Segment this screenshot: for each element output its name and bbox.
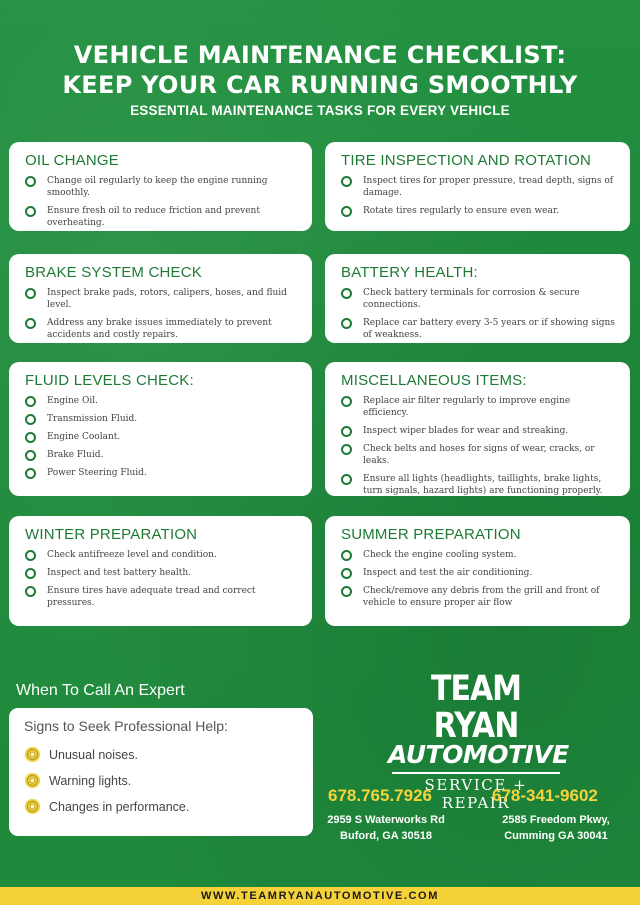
list-item: Replace air filter regularly to improve engine efficiency. <box>341 395 616 419</box>
list-item: Unusual noises. <box>24 746 313 763</box>
brake-system-card <box>9 254 312 343</box>
checkbox-circle-icon <box>341 550 352 561</box>
list-item: Rotate tires regularly to ensure even wear. <box>341 205 616 217</box>
checkbox-circle-icon <box>25 568 36 579</box>
checkbox-circle-icon <box>25 176 36 187</box>
list-item: Check belts and hoses for signs of wear, cracks, or leaks. <box>341 443 616 467</box>
card-title: TIRE INSPECTION AND ROTATION <box>341 152 592 169</box>
miscellaneous-card <box>325 362 630 496</box>
tire-inspection-card <box>325 142 630 231</box>
checkbox-circle-icon <box>341 206 352 217</box>
checkbox-circle-icon <box>341 474 352 485</box>
page-title <box>0 40 640 100</box>
oil-change-card <box>9 142 312 231</box>
logo-line-3: SERVICE + REPAIR <box>424 776 528 812</box>
address-cumming <box>488 812 624 844</box>
summer-preparation-card <box>325 516 630 626</box>
list-item: Inspect and test the air conditioning. <box>341 567 616 579</box>
list-item: Engine Coolant. <box>25 431 298 443</box>
card-title: FLUID LEVELS CHECK: <box>25 372 194 389</box>
checkbox-circle-icon <box>341 288 352 299</box>
card-title: SUMMER PREPARATION <box>341 526 521 543</box>
list-item: Ensure tires have adequate tread and correct pressures. <box>25 585 298 609</box>
checkbox-circle-icon <box>341 176 352 187</box>
checkbox-circle-icon <box>25 432 36 443</box>
logo-divider <box>392 772 560 774</box>
address-street: 2959 S Waterworks Rd <box>327 814 445 826</box>
checkbox-circle-icon <box>25 206 36 217</box>
checkbox-circle-icon <box>25 414 36 425</box>
address-city: Buford, GA 30518 <box>340 830 432 842</box>
checkbox-circle-icon <box>341 568 352 579</box>
list-item: Replace car battery every 3-5 years or if showing signs of weakness. <box>341 317 616 341</box>
checkbox-circle-icon <box>25 586 36 597</box>
logo-line-1: TEAM RYAN <box>430 668 522 746</box>
list-item: Inspect tires for proper pressure, tread depth, signs of damage. <box>341 175 616 199</box>
checkbox-circle-icon <box>341 396 352 407</box>
winter-preparation-card <box>9 516 312 626</box>
checkbox-circle-icon <box>341 444 352 455</box>
list-item: Inspect brake pads, rotors, calipers, hoses, and fluid level. <box>25 287 298 311</box>
card-title: BATTERY HEALTH: <box>341 264 478 281</box>
checkbox-circle-icon <box>341 586 352 597</box>
expert-heading: When To Call An Expert <box>16 682 185 699</box>
title-line-1: VEHICLE MAINTENANCE CHECKLIST: <box>73 41 567 69</box>
list-item: Engine Oil. <box>25 395 298 407</box>
checkbox-circle-icon <box>341 426 352 437</box>
card-title: BRAKE SYSTEM CHECK <box>25 264 202 281</box>
phone-number-cumming[interactable]: 678-341-9602 <box>492 786 598 805</box>
list-item: Check/remove any debris from the grill and front of vehicle to ensure proper air flow <box>341 585 616 609</box>
list-item: Check the engine cooling system. <box>341 549 616 561</box>
tire-icon <box>24 798 41 815</box>
list-item: Power Steering Fluid. <box>25 467 298 479</box>
tire-icon <box>24 746 41 763</box>
list-item: Inspect and test battery health. <box>25 567 298 579</box>
card-title: WINTER PREPARATION <box>25 526 198 543</box>
list-item: Check antifreeze level and condition. <box>25 549 298 561</box>
list-item: Transmission Fluid. <box>25 413 298 425</box>
website-link[interactable]: WWW.TEAMRYANAUTOMOTIVE.COM <box>0 887 640 905</box>
battery-health-card <box>325 254 630 343</box>
list-item: Check battery terminals for corrosion & secure connections. <box>341 287 616 311</box>
address-buford <box>318 812 454 844</box>
checkbox-circle-icon <box>25 550 36 561</box>
logo-line-2: AUTOMOTIVE <box>388 740 569 769</box>
address-street: 2585 Freedom Pkwy, <box>502 814 610 826</box>
title-line-2: KEEP YOUR CAR RUNNING SMOOTHLY <box>62 71 578 99</box>
address-city: Cumming GA 30041 <box>504 830 608 842</box>
list-item: Inspect wiper blades for wear and streaking. <box>341 425 616 437</box>
card-title: MISCELLANEOUS ITEMS: <box>341 372 527 389</box>
checkbox-circle-icon <box>25 396 36 407</box>
card-title: OIL CHANGE <box>25 152 119 169</box>
professional-help-card <box>9 708 313 836</box>
checkbox-circle-icon <box>25 318 36 329</box>
tire-icon <box>24 772 41 789</box>
list-item: Ensure fresh oil to reduce friction and prevent overheating. <box>25 205 298 229</box>
list-item: Address any brake issues immediately to prevent accidents and costly repairs. <box>25 317 298 341</box>
checkbox-circle-icon <box>341 318 352 329</box>
list-item: Brake Fluid. <box>25 449 298 461</box>
checkbox-circle-icon <box>25 288 36 299</box>
list-item: Changes in performance. <box>24 798 313 815</box>
phone-number-buford[interactable]: 678.765.7926 <box>328 786 432 805</box>
checkbox-circle-icon <box>25 468 36 479</box>
fluid-levels-card <box>9 362 312 496</box>
page-subtitle: ESSENTIAL MAINTENANCE TASKS FOR EVERY VEHICLE <box>130 103 510 118</box>
card-title: Signs to Seek Professional Help: <box>24 718 228 734</box>
list-item: Warning lights. <box>24 772 313 789</box>
list-item: Ensure all lights (headlights, taillights, brake lights, turn signals, hazard lights) are functioning properly. <box>341 473 616 497</box>
list-item: Change oil regularly to keep the engine running smoothly. <box>25 175 298 199</box>
checkbox-circle-icon <box>25 450 36 461</box>
